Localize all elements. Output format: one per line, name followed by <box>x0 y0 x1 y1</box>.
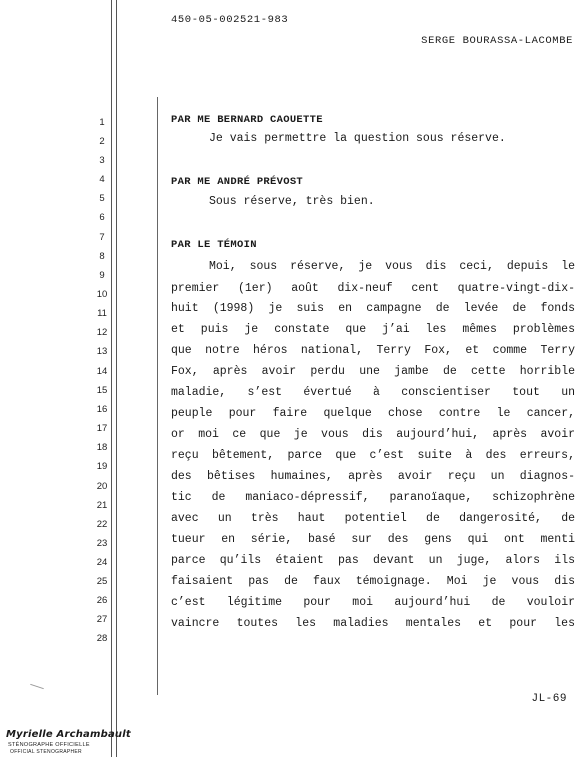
transcript-line: tueur en série, basé sur des gens qui ont menti <box>171 533 575 546</box>
line-number: 20 <box>96 481 108 492</box>
transcript-line: vaincre toutes les maladies mentales et pour les <box>171 617 575 630</box>
stenographer-name: Myrielle Archambault <box>6 729 131 740</box>
speaker-heading: PAR ME ANDRÉ PRÉVOST <box>171 176 304 188</box>
line-number: 6 <box>99 212 105 223</box>
line-number: 11 <box>97 308 107 319</box>
line-number: 12 <box>96 327 108 338</box>
transcript-line: Fox, après avoir perdu une jambe de cette horrible <box>171 365 575 378</box>
line-number: 2 <box>99 136 105 147</box>
line-number: 5 <box>99 193 105 204</box>
transcript-line: premier (1er) août dix-neuf cent quatre-vingt-dix- <box>171 282 575 295</box>
line-number: 7 <box>99 232 105 243</box>
transcript-line: et puis je constate que j’ai les mêmes problèmes <box>171 323 575 336</box>
transcript-line: parce qu’ils étaient pas devant un juge, alors ils <box>171 554 575 567</box>
witness-name: SERGE BOURASSA-LACOMBE <box>421 35 573 47</box>
line-number: 16 <box>96 404 108 415</box>
transcript-line: des bêtises humaines, après avoir reçu un diagnos- <box>171 470 575 483</box>
transcript-line: maladie, s’est évertué à conscientiser tout un <box>171 386 575 399</box>
stenographer-title-en: OFFICIAL STENOGRAPHER <box>10 749 82 755</box>
line-number: 15 <box>96 385 108 396</box>
line-number: 3 <box>99 155 105 166</box>
line-number: 1 <box>99 117 105 128</box>
line-number: 10 <box>96 289 108 300</box>
transcript-line: huit (1998) je suis en campagne de levée de fonds <box>171 302 575 315</box>
transcript-line: peuple pour faire quelque chose contre le cancer, <box>171 407 575 420</box>
transcript-line: tic de maniaco-dépressif, paranoïaque, schizophrène <box>171 491 575 504</box>
transcript-line: que notre héros national, Terry Fox, et comme Terry <box>171 344 575 357</box>
line-number: 24 <box>96 557 108 568</box>
transcript-line: faisaient pas de faux témoignage. Moi je vous dis <box>171 575 575 588</box>
line-number: 8 <box>99 251 105 262</box>
line-number: 4 <box>99 174 105 185</box>
line-number: 22 <box>96 519 108 530</box>
transcript-line: c’est légitime pour moi aujourd’hui de vouloir <box>171 596 575 609</box>
line-number: 9 <box>99 270 105 281</box>
transcript-line <box>209 257 575 276</box>
transcript-line-text: Moi, sous réserve, je vous dis ceci, depuis le <box>209 260 575 273</box>
line-number: 25 <box>96 576 108 587</box>
transcript-line: Je vais permettre la question sous réserve. <box>209 132 506 145</box>
transcript-line: Sous réserve, très bien. <box>209 195 375 208</box>
margin-rule-text <box>157 97 158 695</box>
line-number: 19 <box>96 461 108 472</box>
line-number: 21 <box>96 500 108 511</box>
line-number: 14 <box>96 366 108 377</box>
scan-mark <box>30 684 44 689</box>
stenographer-title-fr: STÉNOGRAPHE OFFICIELLE <box>8 742 90 748</box>
transcript-line: reçu bêtement, parce que c’est suite à des erreurs, <box>171 449 575 462</box>
line-number: 17 <box>96 423 108 434</box>
transcript-line: or moi ce que je vous dis aujourd’hui, après avoir <box>171 428 575 441</box>
line-number: 18 <box>96 442 108 453</box>
line-number: 27 <box>96 614 108 625</box>
line-number: 23 <box>96 538 108 549</box>
case-reference: 450-05-002521-983 <box>171 14 289 26</box>
line-number: 13 <box>96 346 108 357</box>
transcript-line: avec un très haut potentiel de dangerosité, de <box>171 512 575 525</box>
line-number: 28 <box>96 633 108 644</box>
speaker-heading: PAR LE TÉMOIN <box>171 239 257 251</box>
page-identifier: JL-69 <box>531 693 567 705</box>
speaker-heading: PAR ME BERNARD CAOUETTE <box>171 114 323 126</box>
line-number: 26 <box>96 595 108 606</box>
